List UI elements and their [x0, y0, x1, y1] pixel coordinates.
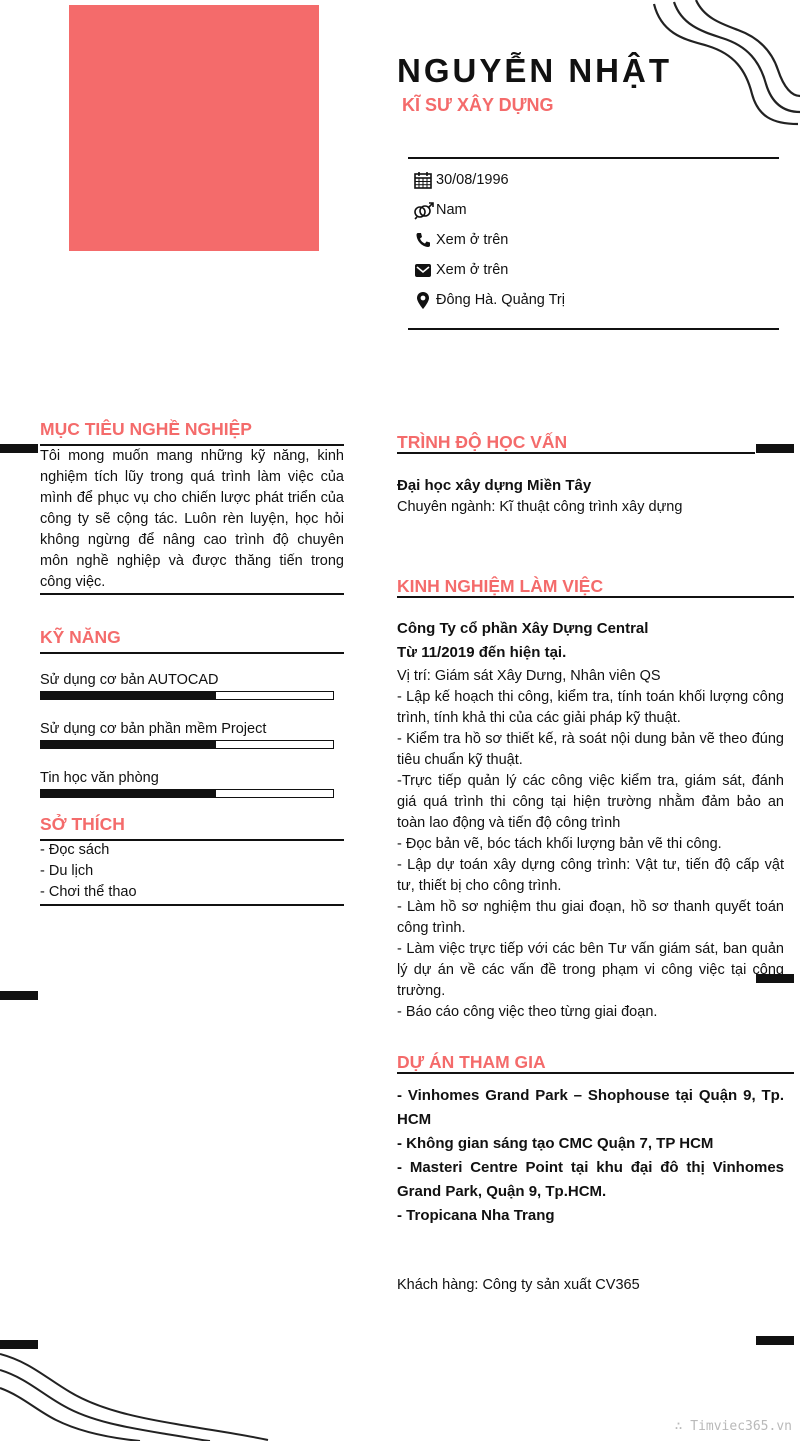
skill-bar-fill — [41, 692, 216, 699]
contact-email — [413, 259, 508, 281]
projects-list — [397, 1084, 784, 1228]
duty-item: -Trực tiếp quản lý các công việc kiểm tra, giám sát, đánh giá quá trình thi công tại hiện trường nhằm đảm bảo an toàn lao động và tiến độ công trình — [397, 773, 784, 831]
wave-decoration-bottom — [0, 1348, 280, 1441]
client-text: Khách hàng: Công ty sản xuất CV365 — [397, 1277, 640, 1293]
project-item: - Vinhomes Grand Park – Shophouse tại Quận 9, Tp. HCM — [397, 1087, 784, 1128]
skill-bar-fill — [41, 790, 216, 797]
skill-label: Sử dụng cơ bản phần mềm Project — [40, 721, 267, 737]
divider — [408, 157, 779, 159]
side-tick — [756, 444, 794, 453]
candidate-name: NGUYỄN NHẬT — [397, 52, 673, 89]
skill-item — [40, 719, 334, 749]
experience-details — [397, 666, 784, 1023]
duty-item: - Lập dự toán xây dựng công trình: Vật tư, tiến độ cấp vật tư, thiết bị cho công trình. — [397, 857, 784, 894]
skill-bar — [40, 691, 334, 700]
duty-item: - Báo cáo công việc theo từng giai đoạn. — [397, 1004, 658, 1020]
contact-birthday — [413, 169, 509, 191]
work-period: Từ 11/2019 đến hiện tại. — [397, 644, 567, 661]
experience-heading: KINH NGHIỆM LÀM VIỆC — [397, 576, 604, 596]
birthday-text: 30/08/1996 — [436, 172, 509, 188]
skill-item — [40, 670, 334, 700]
divider — [397, 452, 755, 454]
side-tick — [0, 1340, 38, 1349]
skill-bar-fill — [41, 741, 216, 748]
project-item: - Masteri Centre Point tại khu đại đô thị Vinhomes Grand Park, Quận 9, Tp.HCM. — [397, 1159, 784, 1200]
skill-bar — [40, 789, 334, 798]
hobbies-list — [40, 840, 137, 903]
contact-gender — [413, 199, 467, 221]
objective-text: Tôi mong muốn mang những kỹ năng, kinh nghiệm tích lũy trong quá trình làm việc của mình để phục vụ cho chiến lược phát triển của công ty sẽ cộng tác. Luôn rèn luyện, học hỏi không ngừng để nâng cao trình độ chuyên môn nghề nghiệp và được thăng tiến trong công việc. — [40, 448, 344, 590]
divider — [40, 593, 344, 595]
hobbies-heading: SỞ THÍCH — [40, 814, 125, 834]
major-text: Chuyên ngành: Kĩ thuật công trình xây dựng — [397, 499, 683, 515]
duty-item: - Lập kế hoạch thi công, kiểm tra, tính toán khối lượng công trình, tính khả thi của các giải pháp kỹ thuật. — [397, 689, 784, 726]
avatar-photo — [69, 5, 319, 251]
education-heading: TRÌNH ĐỘ HỌC VẤN — [397, 432, 568, 452]
position-text: Vị trí: Giám sát Xây Dưng, Nhân viên QS — [397, 668, 661, 684]
project-item: - Không gian sáng tạo CMC Quận 7, TP HCM — [397, 1135, 714, 1152]
side-tick — [0, 444, 38, 453]
skill-item — [40, 768, 334, 798]
duty-item: - Kiểm tra hồ sơ thiết kế, rà soát nội dung bản vẽ theo đúng tiêu chuẩn kỹ thuật. — [397, 731, 784, 768]
projects-heading: DỰ ÁN THAM GIA — [397, 1052, 546, 1072]
gender-icon — [413, 199, 436, 221]
email-text: Xem ở trên — [436, 262, 509, 278]
skill-bar — [40, 740, 334, 749]
divider — [40, 652, 344, 654]
objective-heading: MỤC TIÊU NGHỀ NGHIỆP — [40, 419, 252, 439]
duty-item: - Đọc bản vẽ, bóc tách khối lượng bản vẽ thi công. — [397, 836, 722, 852]
divider — [397, 596, 794, 598]
phone-icon — [413, 229, 436, 251]
hobby-item: - Du lịch — [40, 863, 94, 879]
skills-heading: KỸ NĂNG — [40, 627, 121, 647]
project-item: - Tropicana Nha Trang — [397, 1207, 555, 1224]
watermark: ∴ Timviec365.vn — [674, 1419, 792, 1434]
school-name: Đại học xây dựng Miền Tây — [397, 477, 592, 494]
job-title: KĨ SƯ XÂY DỰNG — [402, 95, 554, 115]
location-pin-icon — [413, 289, 436, 311]
duty-item: - Làm việc trực tiếp với các bên Tư vấn giám sát, ban quản lý dự án về các vấn đề trong phạm vi công việc tại công trường. — [397, 941, 784, 999]
duty-item: - Làm hồ sơ nghiệm thu giai đoạn, hồ sơ thanh quyết toán công trình. — [397, 899, 784, 936]
company-name: Công Ty cổ phần Xây Dựng Central — [397, 620, 649, 637]
hobby-item: - Chơi thể thao — [40, 884, 137, 900]
contact-phone — [413, 229, 508, 251]
side-tick — [756, 1336, 794, 1345]
gender-text: Nam — [436, 202, 467, 218]
skill-label: Tin học văn phòng — [40, 770, 159, 786]
divider — [40, 904, 344, 906]
phone-text: Xem ở trên — [436, 232, 509, 248]
envelope-icon — [413, 259, 436, 281]
skill-label: Sử dụng cơ bản AUTOCAD — [40, 672, 219, 688]
calendar-icon — [413, 169, 436, 191]
hobby-item: - Đọc sách — [40, 842, 110, 858]
divider — [408, 328, 779, 330]
side-tick — [0, 991, 38, 1000]
divider — [397, 1072, 794, 1074]
address-text: Đông Hà. Quảng Trị — [436, 292, 565, 308]
contact-address — [413, 289, 565, 311]
